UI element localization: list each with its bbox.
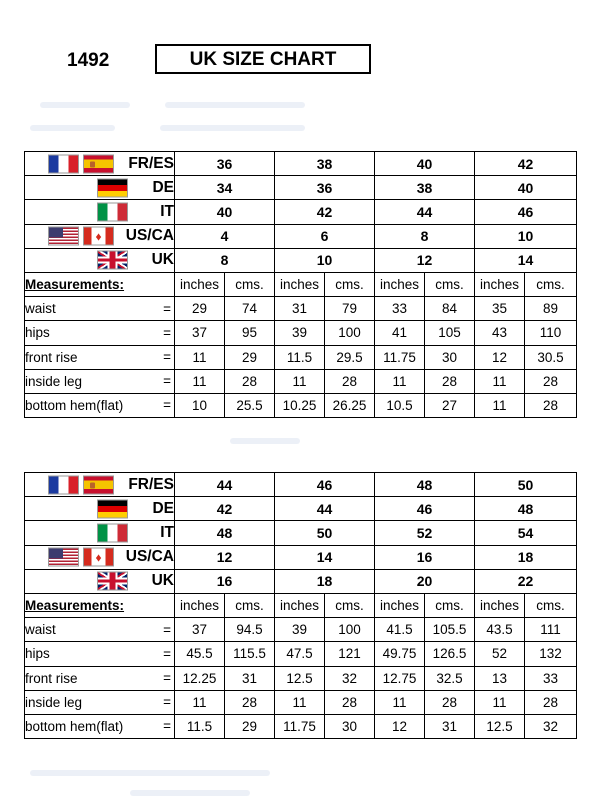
unit-inches: inches [175,593,225,617]
value-cms: 126.5 [425,642,475,666]
size-cell: 50 [475,473,577,497]
equals-sign: = [163,670,171,686]
size-cell: 38 [275,152,375,176]
measurement-row-waist [25,618,577,642]
product-code: 1492 [67,50,110,71]
measurement-label [25,690,175,714]
value-inches: 41.5 [375,618,425,642]
value-inches: 11 [175,369,225,393]
equals-sign: = [163,373,171,389]
region-code: UK [151,251,174,269]
value-inches: 11 [175,345,225,369]
flag-group [97,202,128,221]
value-inches: 11.75 [275,714,325,738]
size-cell: 46 [475,200,577,224]
size-cell: 40 [375,152,475,176]
unit-inches: inches [375,272,425,296]
size-cell: 36 [275,176,375,200]
value-inches: 37 [175,618,225,642]
value-cms: 28 [525,393,577,417]
measurement-row-hips [25,642,577,666]
measurement-name: front rise [25,670,78,686]
value-cms: 100 [325,321,375,345]
value-cms: 26.25 [325,393,375,417]
value-cms: 28 [425,369,475,393]
value-cms: 115.5 [225,642,275,666]
unit-inches: inches [175,272,225,296]
value-inches: 10.5 [375,393,425,417]
value-inches: 12.75 [375,666,425,690]
usa-flag-icon [48,227,79,246]
value-cms: 132 [525,642,577,666]
unit-inches: inches [375,593,425,617]
size-cell: 34 [175,176,275,200]
size-row-fr_es [25,152,577,176]
germany-flag-icon [97,178,128,197]
value-cms: 94.5 [225,618,275,642]
measurement-name: inside leg [25,694,83,710]
size-cell: 48 [375,473,475,497]
value-cms: 29.5 [325,345,375,369]
value-inches: 37 [175,321,225,345]
size-cell: 44 [375,200,475,224]
value-inches: 35 [475,297,525,321]
value-inches: 29 [175,297,225,321]
size-cell: 42 [475,152,577,176]
size-cell: 18 [475,545,577,569]
flag-group [97,523,128,542]
region-code: IT [160,202,174,220]
value-cms: 31 [425,714,475,738]
faint-watermark [130,790,250,796]
value-inches: 47.5 [275,642,325,666]
size-row-it [25,521,577,545]
value-cms: 28 [225,369,275,393]
size-cell: 8 [375,224,475,248]
measurement-name: bottom hem(flat) [25,397,124,413]
unit-cms: cms. [525,272,577,296]
value-cms: 105 [425,321,475,345]
value-cms: 33 [525,666,577,690]
size-row-uk [25,248,577,272]
value-inches: 11 [475,369,525,393]
value-inches: 52 [475,642,525,666]
measurement-row-front-rise [25,345,577,369]
units-row [25,272,577,296]
equals-sign: = [163,694,171,710]
size-cell: 16 [375,545,475,569]
value-inches: 11.5 [275,345,325,369]
unit-cms: cms. [225,272,275,296]
value-cms: 95 [225,321,275,345]
unit-cms: cms. [425,272,475,296]
units-row [25,593,577,617]
size-cell: 44 [275,497,375,521]
value-inches: 11.5 [175,714,225,738]
region-label-de [25,176,175,200]
equals-sign: = [163,718,171,734]
size-cell: 42 [275,200,375,224]
value-inches: 12 [475,345,525,369]
size-cell: 12 [375,248,475,272]
value-inches: 12.25 [175,666,225,690]
value-cms: 79 [325,297,375,321]
value-inches: 43.5 [475,618,525,642]
measurements-heading: Measurements: [25,272,175,296]
measurement-name: waist [25,622,56,638]
value-inches: 39 [275,618,325,642]
region-label-fr_es [25,473,175,497]
size-row-us_ca [25,224,577,248]
value-inches: 12.5 [475,714,525,738]
measurement-row-waist [25,297,577,321]
size-table-2 [24,472,577,739]
value-inches: 31 [275,297,325,321]
value-inches: 11.75 [375,345,425,369]
flag-group [97,499,128,518]
value-inches: 11 [375,690,425,714]
spain-flag-icon [83,475,114,494]
size-row-it [25,200,577,224]
measurement-label [25,369,175,393]
region-label-us_ca [25,224,175,248]
flag-group [48,154,114,173]
flag-group [48,227,114,246]
italy-flag-icon [97,202,128,221]
size-cell: 16 [175,569,275,593]
measurement-row-hips [25,321,577,345]
size-row-de [25,176,577,200]
france-flag-icon [48,154,79,173]
measurement-row-bottom-hem [25,393,577,417]
unit-inches: inches [475,272,525,296]
size-cell: 38 [375,176,475,200]
faint-watermark [160,125,305,131]
size-cell: 14 [475,248,577,272]
size-cell: 40 [475,176,577,200]
size-row-us_ca [25,545,577,569]
value-inches: 11 [475,690,525,714]
flag-group [97,251,128,270]
value-inches: 11 [275,690,325,714]
value-cms: 32 [525,714,577,738]
value-inches: 45.5 [175,642,225,666]
germany-flag-icon [97,499,128,518]
measurement-name: bottom hem(flat) [25,718,124,734]
value-cms: 100 [325,618,375,642]
size-cell: 46 [275,473,375,497]
size-cell: 20 [375,569,475,593]
value-cms: 32.5 [425,666,475,690]
region-code: US/CA [125,227,174,245]
equals-sign: = [163,646,171,662]
measurement-label [25,345,175,369]
size-cell: 50 [275,521,375,545]
value-cms: 29 [225,345,275,369]
measurement-row-inside-leg [25,690,577,714]
region-code: US/CA [125,548,174,566]
measurement-name: hips [25,646,50,662]
measurement-row-front-rise [25,666,577,690]
value-inches: 12.5 [275,666,325,690]
value-cms: 28 [325,690,375,714]
region-label-de [25,497,175,521]
unit-cms: cms. [325,593,375,617]
equals-sign: = [163,349,171,365]
measurement-name: inside leg [25,373,83,389]
region-code: FR/ES [128,154,174,172]
region-code: IT [160,523,174,541]
equals-sign: = [163,301,171,317]
size-cell: 6 [275,224,375,248]
faint-watermark [30,770,270,776]
value-cms: 28 [325,369,375,393]
flag-group [48,548,114,567]
unit-cms: cms. [325,272,375,296]
canada-flag-icon [83,548,114,567]
size-cell: 52 [375,521,475,545]
equals-sign: = [163,397,171,413]
value-cms: 30.5 [525,345,577,369]
unit-inches: inches [475,593,525,617]
measurement-name: hips [25,325,50,341]
size-row-uk [25,569,577,593]
measurement-label [25,618,175,642]
size-cell: 18 [275,569,375,593]
region-code: UK [151,572,174,590]
unit-cms: cms. [225,593,275,617]
value-cms: 30 [325,714,375,738]
value-cms: 121 [325,642,375,666]
region-label-it [25,200,175,224]
size-cell: 36 [175,152,275,176]
measurements-heading: Measurements: [25,593,175,617]
value-cms: 105.5 [425,618,475,642]
france-flag-icon [48,475,79,494]
faint-watermark [30,125,115,131]
value-cms: 29 [225,714,275,738]
value-inches: 11 [475,393,525,417]
value-cms: 28 [225,690,275,714]
value-inches: 12 [375,714,425,738]
size-cell: 40 [175,200,275,224]
value-cms: 28 [525,369,577,393]
size-cell: 44 [175,473,275,497]
value-inches: 43 [475,321,525,345]
value-cms: 28 [425,690,475,714]
size-cell: 10 [475,224,577,248]
size-cell: 14 [275,545,375,569]
value-cms: 89 [525,297,577,321]
value-cms: 28 [525,690,577,714]
usa-flag-icon [48,548,79,567]
uk-flag-icon [97,251,128,270]
region-code: FR/ES [128,475,174,493]
value-inches: 10.25 [275,393,325,417]
measurement-label [25,297,175,321]
size-cell: 48 [175,521,275,545]
value-cms: 25.5 [225,393,275,417]
size-cell: 48 [475,497,577,521]
value-cms: 110 [525,321,577,345]
value-cms: 30 [425,345,475,369]
measurement-name: waist [25,301,56,317]
measurement-row-bottom-hem [25,714,577,738]
page-title: UK SIZE CHART [155,44,371,74]
region-label-fr_es [25,152,175,176]
flag-group [97,178,128,197]
value-inches: 11 [275,369,325,393]
unit-inches: inches [275,593,325,617]
value-inches: 41 [375,321,425,345]
region-label-it [25,521,175,545]
size-row-de [25,497,577,521]
measurement-label [25,321,175,345]
italy-flag-icon [97,523,128,542]
spain-flag-icon [83,154,114,173]
canada-flag-icon [83,227,114,246]
size-cell: 10 [275,248,375,272]
size-cell: 54 [475,521,577,545]
value-cms: 111 [525,618,577,642]
value-cms: 74 [225,297,275,321]
faint-watermark [165,102,305,108]
value-inches: 33 [375,297,425,321]
unit-cms: cms. [425,593,475,617]
faint-watermark [230,438,300,444]
unit-cms: cms. [525,593,577,617]
region-label-uk [25,569,175,593]
value-cms: 31 [225,666,275,690]
value-inches: 49.75 [375,642,425,666]
region-code: DE [152,499,174,517]
size-cell: 12 [175,545,275,569]
value-inches: 10 [175,393,225,417]
size-cell: 4 [175,224,275,248]
value-inches: 39 [275,321,325,345]
equals-sign: = [163,325,171,341]
flag-group [48,475,114,494]
measurement-label [25,642,175,666]
measurement-name: front rise [25,349,78,365]
measurement-row-inside-leg [25,369,577,393]
size-cell: 46 [375,497,475,521]
size-cell: 22 [475,569,577,593]
size-table-1 [24,151,577,418]
uk-flag-icon [97,572,128,591]
size-cell: 42 [175,497,275,521]
region-code: DE [152,178,174,196]
size-cell: 8 [175,248,275,272]
value-cms: 27 [425,393,475,417]
equals-sign: = [163,622,171,638]
flag-group [97,572,128,591]
value-inches: 11 [175,690,225,714]
region-label-uk [25,248,175,272]
measurement-label [25,666,175,690]
value-inches: 13 [475,666,525,690]
region-label-us_ca [25,545,175,569]
value-cms: 32 [325,666,375,690]
measurement-label [25,393,175,417]
unit-inches: inches [275,272,325,296]
measurement-label [25,714,175,738]
value-inches: 11 [375,369,425,393]
faint-watermark [40,102,130,108]
size-row-fr_es [25,473,577,497]
value-cms: 84 [425,297,475,321]
